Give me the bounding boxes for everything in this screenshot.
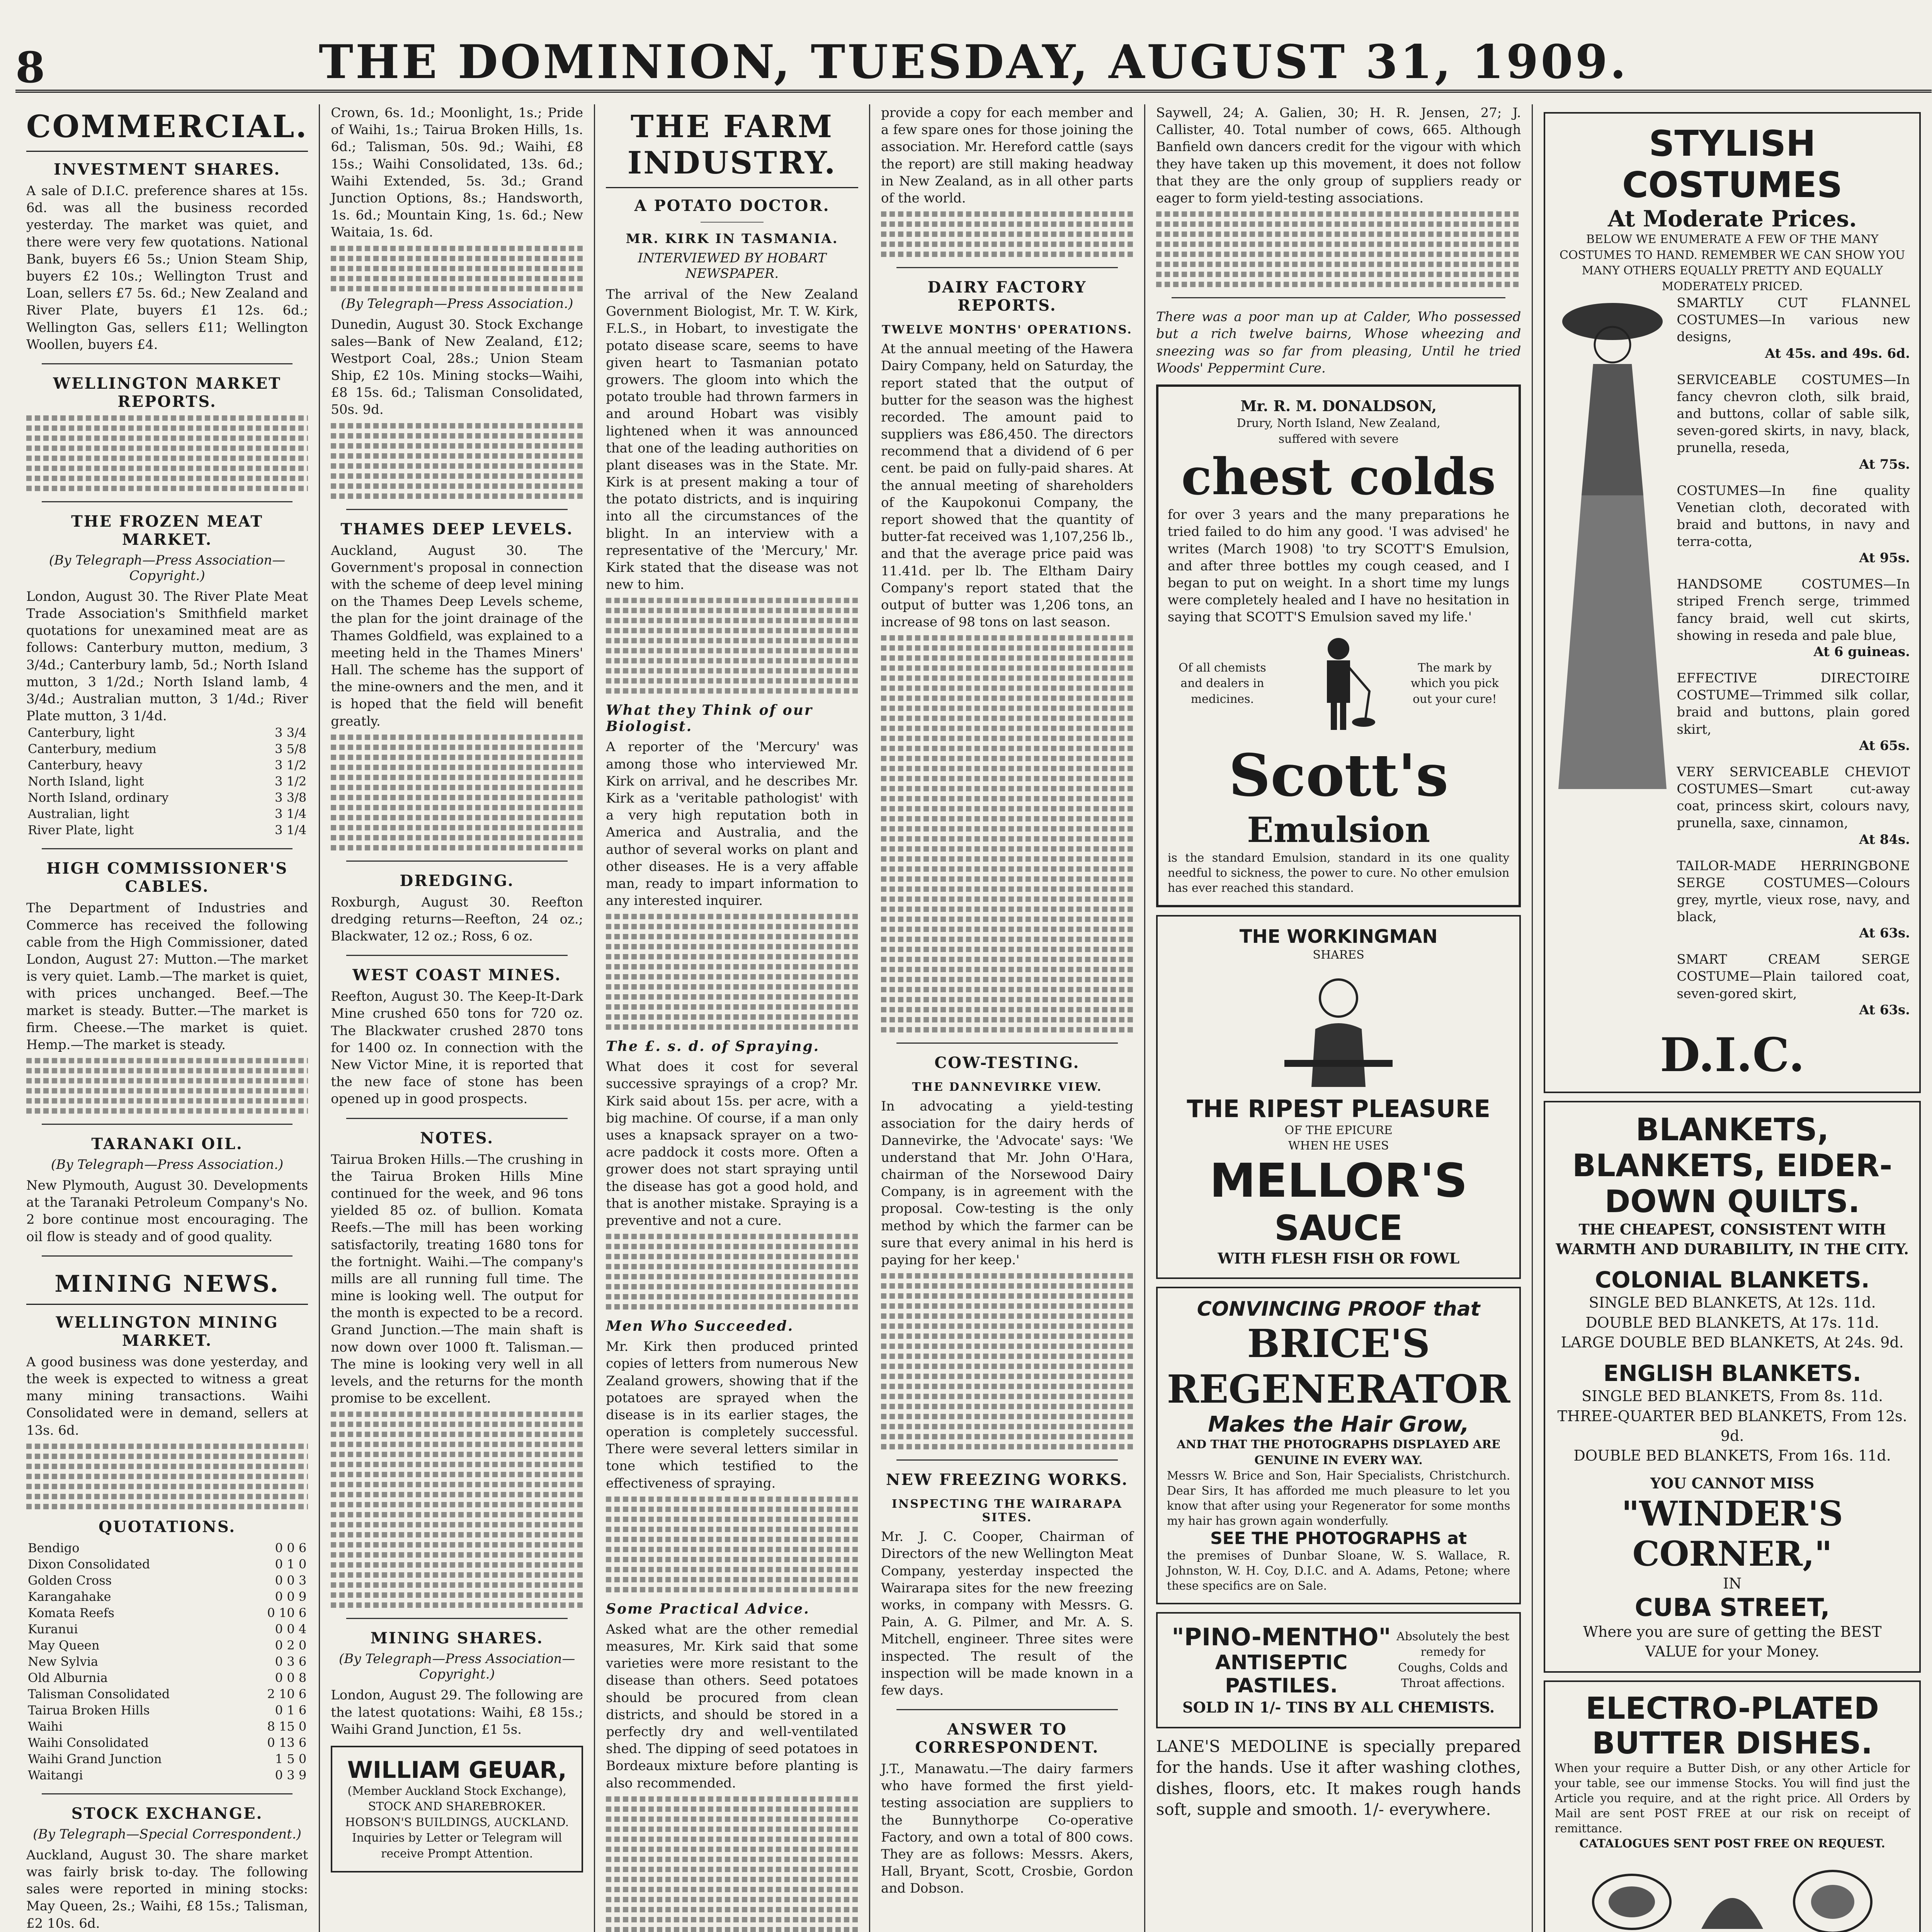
dic-costumes-advert <box>1544 112 1921 1093</box>
table-row <box>26 1718 308 1735</box>
table-row <box>26 1605 308 1621</box>
table-row <box>26 1702 308 1718</box>
table-row <box>26 1572 308 1588</box>
biologist-text: A reporter of the 'Mercury' was among those who interviewed Mr. Kirk on arrival, and he describes Mr. Kirk as a 'veritable pathologist' with a very high reputation both in America and Australia, and the author of several works on plant and other diseases. He is a very affable man, ready to impart information to any interested inquirer. <box>606 739 859 909</box>
wool-heading: WELLINGTON MARKET REPORTS. <box>53 374 281 411</box>
investment-text: A sale of D.I.C. preference shares at 15s. 6d. was all the business recorded yesterday. The market was quiet, and there were very few quotations. National Bank, buyers £6 5s.; Union Steam Ship, buyers £2 10s.; Wellington Trust and Loan, sellers £7 5s. 6d.; New Zealand and River Plate, buyers £1 12s. 6d.; Wellington Gas, sellers £11; Wellington Woollen, buyers £4. <box>26 183 308 352</box>
costume-description: HANDSOME COSTUMES—In striped French serge, trimmed fancy braid, well cut skirts, showing in reseda and pale blue, <box>1677 577 1910 643</box>
mutton-label: North Island, light <box>28 774 144 789</box>
mutton-table <box>26 724 308 838</box>
quote-value: 1 5 0 <box>275 1751 307 1766</box>
table-row <box>26 1588 308 1605</box>
quote-value: 0 3 6 <box>275 1654 307 1669</box>
quote-value: 0 10 6 <box>267 1605 307 1620</box>
mutton-value: 3 1/2 <box>275 758 307 773</box>
quote-value: 0 0 6 <box>275 1540 307 1555</box>
table-row <box>26 1540 308 1556</box>
column-farm-industry <box>595 104 870 1932</box>
english-blankets-list <box>1554 1386 1910 1466</box>
catalogues-note: CATALOGUES SENT POST FREE ON REQUEST. <box>1579 1837 1885 1850</box>
masthead <box>15 35 1932 93</box>
costume-price: At 75s. <box>1859 456 1910 472</box>
costume-description: SMARTLY CUT FLANNEL COSTUMES—In various new designs, <box>1677 295 1910 345</box>
costume-description: SERVICEABLE COSTUMES—In fancy chevron cloth, silk braid, and buttons, collar of sable silk, seven-gored skirts, in navy, black, prunella, reseda, <box>1677 372 1910 456</box>
answer-text: J.T., Manawatu.—The dairy farmers who have formed the first yield-testing association are suppliers to the Bunnythorpe Co-operative Factory, and own a total of 800 cows. They are as follows: Messrs. Akers, Hall, Bryant, Scott, Crosbie, Gordon and Dobson. <box>881 1761 1133 1896</box>
table-row <box>26 806 308 822</box>
quotations-table <box>26 1540 308 1783</box>
list-item <box>1677 857 1910 941</box>
costume-description: TAILOR-MADE HERRINGBONE SERGE COSTUMES—Colours grey, myrtle, vieux rose, navy, and black, <box>1677 858 1910 925</box>
mellors-when: WHEN HE USES <box>1288 1139 1389 1153</box>
winders-in: IN <box>1723 1575 1742 1592</box>
dunedin-text: Dunedin, August 30. Stock Exchange sales—Bank of New Zealand, £12; Westport Coal, 28s.; Union Steam Ship, £2 10s. Mining stocks—Waihi, £8 15s. 6d.; Talisman Consolidated, 50s. 9d. <box>331 316 583 418</box>
table-row <box>26 1735 308 1751</box>
freezing-text: Mr. J. C. Cooper, Chairman of Directors of the new Wellington Meat Company, yesterday inspected the Wairarapa sites for the new freezing works, in company with Messrs. G. Pain, A. G. Pilmer, and Mr. A. S. Mitchell, engineer. Three sites were inspected. The result of the inspection will be made known in a few days. <box>881 1529 1133 1698</box>
notes-heading: NOTES. <box>420 1129 494 1147</box>
dunedin-byline: (By Telegraph—Press Association.) <box>340 296 573 311</box>
quote-name: Old Alburnia <box>28 1670 108 1685</box>
butter-dishes-text: When your require a Butter Dish, or any other Article for your table, see our immense Stocks. You will find just the Article you require, and at the right price. All Orders by Mail are sent POST FREE at our risk on receipt of remittance. <box>1554 1761 1910 1835</box>
freezing-heading: NEW FREEZING WORKS. <box>886 1471 1129 1489</box>
list-item: LARGE DOUBLE BED BLANKETS, At 24s. 9d. <box>1561 1334 1904 1351</box>
table-row <box>26 1686 308 1702</box>
mutton-value: 3 3/4 <box>275 725 307 740</box>
section-heading-farm: THE FARM INDUSTRY. <box>606 104 858 188</box>
brices-photographs: AND THAT THE PHOTOGRAPHS DISPLAYED ARE GENUINE IN EVERY WAY. <box>1177 1438 1500 1467</box>
mutton-value: 3 1/4 <box>275 823 307 838</box>
mellors-epicure: OF THE EPICURE <box>1284 1123 1393 1137</box>
mellors-workingman: THE WORKINGMAN <box>1239 926 1438 948</box>
mutton-label: Canterbury, light <box>28 725 135 740</box>
taranaki-text: New Plymouth, August 30. Developments at the Taranaki Petroleum Company's No. 2 bore continue most encouraging. The oil flow is steady and of good quality. <box>26 1178 308 1245</box>
freezing-subheading: INSPECTING THE WAIRARAPA SITES. <box>891 1497 1123 1525</box>
table-row <box>26 1621 308 1637</box>
cow-testing-text: In advocating a yield-testing association for the dairy herds of Dannevirke, the 'Advocate' says: 'We understand that Mr. John O'Hara, chairman of the Norsewood Dairy Company, is in agreement with the proposal. Cow-testing is the only method by which the farmer can be sure that every animal in his herd is paying for her keep.' <box>881 1099 1133 1268</box>
costume-price: At 63s. <box>1859 1002 1910 1018</box>
mutton-label: North Island, ordinary <box>28 790 169 805</box>
costume-price: At 63s. <box>1859 925 1910 941</box>
frozen-meat-byline: (By Telegraph—Press Association—Copyright.) <box>49 552 286 583</box>
cow-testing-subheading: THE DANNEVIRKE VIEW. <box>912 1080 1102 1094</box>
scotts-mark-note: The mark by which you pick out your cure! <box>1410 661 1499 706</box>
butter-dishes-title: ELECTRO-PLATED BUTTER DISHES. <box>1585 1691 1879 1761</box>
scotts-chemists-note: Of all chemists and dealers in medicines. <box>1179 661 1266 706</box>
scotts-chest-colds: chest colds <box>1181 447 1496 507</box>
stock-exchange-byline: (By Telegraph—Special Correspondent.) <box>33 1826 301 1842</box>
mining-market-heading: WELLINGTON MINING MARKET. <box>56 1313 279 1350</box>
list-item: SINGLE BED BLANKETS, At 12s. 11d. <box>1588 1294 1876 1311</box>
thames-text: Auckland, August 30. The Government's proposal in connection with the scheme of deep level mining on the Thames Deep Levels scheme, the plan for the joint drainage of the Thames Goldfield, was explained to a meeting held in the Thames Miners' Hall. The scheme has the support of the mine-owners and the men, and it is hoped that the field will benefit greatly. <box>331 543 583 729</box>
costume-price: At 6 guineas. <box>1813 644 1910 660</box>
spraying-text: What does it cost for several successive sprayings of a crop? Mr. Kirk said about 15s. per acre, with a big machine. Of course, if a man only uses a knapsack sprayer on a two-acre paddock it costs more. Often a grower does not start spraying until the disease has got a good hold, and that is another mistake. Spraying is a preventive and not a cure. <box>606 1059 859 1228</box>
brices-text: Messrs W. Brice and Son, Hair Specialists, Christchurch. Dear Sirs, It has afforded me much pleasure to let you know that after using your Regenerator for some months my hair has grown again wonderfully. <box>1167 1469 1510 1528</box>
medoline-advert: LANE'S MEDOLINE is specially prepared for the hands. Use it after washing clothes, dishes, floors, etc. It makes rough hands soft, supple and smooth. 1/- everywhere. <box>1156 1736 1521 1819</box>
dredging-text: Roxburgh, August 30. Reefton dredging returns—Reefton, 24 oz.; Blackwater, 12 oz.; Ross, 6 oz. <box>331 894 583 944</box>
stewart-dawson-advert <box>1544 1680 1921 1932</box>
peppermint-poem: There was a poor man up at Calder, Who possessed but a rich twelve bairns, Whose wheezing and sneezing was so far from pleasing, Until he tried Woods' Peppermint Cure. <box>1156 309 1521 376</box>
costume-description: VERY SERVICEABLE CHEVIOT COSTUMES—Smart cut-away coat, princess skirt, colours navy, prunella, saxe, cinnamon, <box>1677 764 1910 831</box>
column-dairy <box>870 104 1145 1932</box>
table-row <box>26 1670 308 1686</box>
mining-news-heading: MINING NEWS. <box>26 1267 308 1305</box>
quote-value: 2 10 6 <box>267 1686 307 1701</box>
fisherman-icon <box>1300 633 1377 734</box>
mutton-value: 3 5/8 <box>275 742 307 757</box>
english-blankets-heading: ENGLISH BLANKETS. <box>1603 1360 1861 1387</box>
hereford-continued-text: provide a copy for each member and a few spare ones for those joining the association. Mr. Hereford cattle (says the report) are still making headway in New Zealand, as in all other parts of the world. <box>881 105 1133 206</box>
dredging-heading: DREDGING. <box>400 871 514 890</box>
thames-heading: THAMES DEEP LEVELS. <box>340 520 573 538</box>
dairy-heading: DAIRY FACTORY REPORTS. <box>927 278 1087 315</box>
costume-description: EFFECTIVE DIRECTOIRE COSTUME—Trimmed silk collar, braid and buttons, plain gored skirt, <box>1677 670 1910 737</box>
table-row <box>26 724 308 741</box>
scotts-testimonial-name: Mr. R. M. DONALDSON, <box>1240 397 1437 415</box>
stock-exchange-text: Auckland, August 30. The share market was fairly brisk to-day. The following sales were reported in mining stocks: May Queen, 2s.; Waihi, £8 15s.; Talisman, £2 10s. 6d. <box>26 1847 308 1931</box>
mining-shares-byline: (By Telegraph—Press Association—Copyright.) <box>338 1651 575 1682</box>
advice-heading: Some Practical Advice. <box>606 1600 810 1617</box>
pino-mentho-advert <box>1156 1612 1521 1728</box>
scotts-suffered: suffered with severe <box>1278 432 1399 446</box>
pino-mentho-remedy: Absolutely the best remedy for Coughs, Colds and Throat affections. <box>1396 1629 1510 1690</box>
pino-mentho-sold: SOLD IN 1/- TINS BY ALL CHEMISTS. <box>1182 1699 1495 1716</box>
scotts-testimonial-text: for over 3 years and the many preparations he tried failed to do him any good. 'I was advised' he writes (March 1908) 'to try SCOTT'S Emulsion, and after three bottles my cough ceased, and I began to put on weight. In a short time my lungs were completely healed and I have no hesitation in saying that SCOTT'S Emulsion saved my life.' <box>1167 507 1510 625</box>
taranaki-heading: TARANAKI OIL. <box>91 1135 243 1153</box>
west-coast-heading: WEST COAST MINES. <box>352 966 562 985</box>
pino-mentho-sub: ANTISEPTIC PASTILES. <box>1215 1651 1348 1698</box>
page-number: 8 <box>15 43 45 92</box>
brices-see-photos: SEE THE PHOTOGRAPHS at <box>1210 1529 1467 1549</box>
brices-regenerator-advert <box>1156 1287 1521 1604</box>
dic-intro: BELOW WE ENUMERATE A FEW OF THE MANY COSTUMES TO HAND. REMEMBER WE CAN SHOW YOU MANY OTHERS EQUALLY PRETTY AND EQUALLY MODERATELY PRICED. <box>1560 233 1905 293</box>
winders-blankets-advert <box>1544 1101 1921 1673</box>
mellors-with: WITH FLESH FISH OR FOWL <box>1218 1249 1460 1267</box>
scotts-testimonial-address: Drury, North Island, New Zealand, <box>1236 417 1440 430</box>
section-heading-commercial: COMMERCIAL. <box>26 104 308 152</box>
high-commissioner-heading: HIGH COMMISSIONER'S CABLES. <box>46 859 288 896</box>
list-item <box>1677 482 1910 566</box>
list-item: DOUBLE BED BLANKETS, At 17s. 11d. <box>1585 1314 1879 1331</box>
column-advertisements-right <box>1533 104 1932 1932</box>
notes-text: Tairua Broken Hills.—The crushing in the Tairua Broken Hills Mine continued for the week, and 96 tons yielded 85 oz. of bullion. Komata Reefs.—The mill has been working satisfactorily, treating 1680 tons for the fortnight. Waihi.—The company's mills are all running full time. The mine is looking well. The output for the month is expected to be a record. Grand Junction.—The main shaft is now down over 1000 ft. Talisman.—The mine is looking very well in all levels, and the returns for the month promise to be excellent. <box>331 1151 583 1406</box>
table-row <box>26 773 308 789</box>
list-item <box>1677 576 1910 660</box>
list-item <box>1677 951 1910 1018</box>
quote-name: Waitangi <box>28 1767 83 1782</box>
quote-value: 8 15 0 <box>267 1719 307 1734</box>
newspaper-title: THE DOMINION, TUESDAY, AUGUST 31, 1909. <box>318 35 1629 89</box>
advice-text: Asked what are the other remedial measures, Mr. Kirk said that some varieties were more resistant to the disease than others. Seed potatoes should be procured from clean districts, and should be stored in a perfectly dry and well-ventilated shed. The dipping of seed potatoes in Bordeaux mixture before planting is also recommended. <box>606 1621 859 1791</box>
list-item <box>1677 764 1910 847</box>
column-mining <box>320 104 595 1932</box>
potato-byline: INTERVIEWED BY HOBART NEWSPAPER. <box>638 250 827 281</box>
list-item <box>1677 371 1910 472</box>
potato-subheading: MR. KIRK IN TASMANIA. <box>626 231 838 247</box>
column-commercial <box>15 104 320 1932</box>
mellors-ripest-pleasure: THE RIPEST PLEASURE <box>1187 1094 1490 1123</box>
costume-price: At 65s. <box>1859 738 1910 753</box>
mutton-value: 3 1/2 <box>275 774 307 789</box>
quote-name: May Queen <box>28 1638 100 1653</box>
quote-name: Kuranui <box>28 1621 78 1636</box>
investment-heading: INVESTMENT SHARES. <box>53 160 281 179</box>
men-succeeded-heading: Men Who Succeeded. <box>606 1318 794 1335</box>
list-item <box>1677 670 1910 753</box>
quote-name: Tairua Broken Hills <box>28 1702 150 1718</box>
mutton-label: River Plate, light <box>28 823 134 838</box>
mellors-brand: MELLOR'S <box>1209 1154 1468 1208</box>
lady-costume-illustration <box>1554 294 1670 797</box>
mutton-label: Canterbury, medium <box>28 742 156 757</box>
column-advertisements-middle <box>1145 104 1533 1932</box>
mining-shares-heading: MINING SHARES. <box>370 1629 544 1648</box>
frozen-meat-heading: THE FROZEN MEAT MARKET. <box>71 512 264 549</box>
mellors-sauce-advert <box>1156 915 1521 1279</box>
mining-continued-text: Crown, 6s. 1d.; Moonlight, 1s.; Pride of Waihi, 1s.; Tairua Broken Hills, 1s. 6d.; Talisman, 50s. 9d.; Waihi, £8 15s.; Waihi Consolidated, 13s. 6d.; Waihi Extended, 5s. 3d.; Grand Junction Options, 8s.; Handsworth, 1s. 6d.; Mountain King, 1s. 6d.; New Waitaia, 1s. 6d. <box>331 105 583 240</box>
table-row <box>26 1653 308 1670</box>
colonial-blankets-list <box>1554 1293 1910 1352</box>
mutton-value: 3 3/8 <box>275 790 307 805</box>
table-row <box>26 822 308 838</box>
west-coast-text: Reefton, August 30. The Keep-It-Dark Mine crushed 650 tons for 720 oz. The Blackwater crushed 2870 tons for 1400 oz. In connection with the New Victor Mine, it is reported that the new face of stone has been opened up in good prospects. <box>331 989 583 1107</box>
dairy-text: At the annual meeting of the Hawera Dairy Company, held on Saturday, the report stated that the output of butter for the season was the highest recorded. The amount paid to suppliers was £86,450. The directors recommend that a dividend of 6 per cent. be paid on fully-paid shares. At the annual meeting of shareholders of the Kaupokonui Company, the report showed that the quantity of butter-fat received was 1,107,256 lb., and that the average price paid was 11.41d. per lb. The Eltham Dairy Company's report stated that the output of butter was 1,206 tons, an increase of 98 tons on last season. <box>881 341 1133 630</box>
quote-name: Talisman Consolidated <box>28 1686 170 1701</box>
high-commissioner-text: The Department of Industries and Commerce has received the following cable from the High Commissioner, dated London, August 27: Mutton.—The market is very quiet. Lamb.—The market is quiet, with prices unchanged. Beef.—The market is steady. Butter.—The market is firm. Cheese.—The market is quiet. Hemp.—The market is steady. <box>26 900 308 1053</box>
dic-costume-list <box>1670 294 1910 1028</box>
quote-value: 0 0 3 <box>275 1573 307 1588</box>
list-item <box>1677 294 1910 361</box>
columns <box>15 104 1932 1932</box>
mutton-label: Australian, light <box>28 806 129 821</box>
dic-subtitle: At Moderate Prices. <box>1607 206 1857 232</box>
quote-value: 0 3 9 <box>275 1767 307 1782</box>
mellors-sauce: SAUCE <box>1274 1208 1403 1248</box>
table-row <box>26 741 308 757</box>
table-row <box>26 757 308 773</box>
quote-name: Waihi <box>28 1719 63 1734</box>
quote-value: 0 1 6 <box>275 1702 307 1718</box>
quote-name: Komata Reefs <box>28 1605 115 1620</box>
pino-mentho-brand: "PINO-MENTHO" <box>1172 1623 1391 1651</box>
quote-name: Bendigo <box>28 1540 80 1555</box>
spraying-heading: The £. s. d. of Spraying. <box>606 1038 820 1055</box>
quote-value: 0 13 6 <box>267 1735 307 1750</box>
list-item: SINGLE BED BLANKETS, From 8s. 11d. <box>1582 1388 1883 1405</box>
mining-market-text: A good business was done yesterday, and the week is expected to witness a great many mining transactions. Waihi Consolidated were in demand, sellers at 13s. 6d. <box>26 1354 308 1438</box>
quotations-heading: QUOTATIONS. <box>98 1517 236 1536</box>
costume-price: At 95s. <box>1859 550 1910 566</box>
quote-value: 0 2 0 <box>275 1638 307 1653</box>
winders-value: Where you are sure of getting the BEST VALUE for your Money. <box>1583 1623 1882 1660</box>
scotts-brand-emulsion: Emulsion <box>1247 810 1430 851</box>
mutton-label: Canterbury, heavy <box>28 758 143 773</box>
geuar-name: WILLIAM GEUAR, <box>347 1756 567 1784</box>
blankets-title: BLANKETS, BLANKETS, EIDER-DOWN QUILTS. <box>1572 1111 1893 1219</box>
biologist-heading: What they Think of our Biologist. <box>606 702 813 735</box>
dic-logo: D.I.C. <box>1660 1027 1805 1082</box>
stock-exchange-heading: STOCK EXCHANGE. <box>71 1804 263 1823</box>
cow-list-text: Saywell, 24; A. Galien, 30; H. R. Jensen, 27; J. Callister, 40. Total number of cows, 665. Although Banfield own dancers credit for the vigour with which they have taken up this movement, it does not follow that they are the only group of suppliers ready or eager to form yield-testing associations. <box>1156 105 1521 206</box>
brices-brand: BRICE'S REGENERATOR <box>1167 1321 1510 1412</box>
quote-name: Waihi Grand Junction <box>28 1751 162 1766</box>
colonial-blankets-heading: COLONIAL BLANKETS. <box>1595 1267 1870 1293</box>
blankets-subtitle: THE CHEAPEST, CONSISTENT WITH WARMTH AND DURABILITY, IN THE CITY. <box>1556 1220 1909 1258</box>
winders-cannot-miss: YOU CANNOT MISS <box>1650 1475 1815 1492</box>
quote-value: 0 1 0 <box>275 1556 307 1571</box>
dairy-subheading: TWELVE MONTHS' OPERATIONS. <box>882 323 1133 337</box>
potato-heading: A POTATO DOCTOR. <box>634 197 830 215</box>
cow-testing-heading: COW-TESTING. <box>934 1054 1080 1072</box>
table-row <box>26 1637 308 1653</box>
brices-makes-hair-grow: Makes the Hair Grow, <box>1208 1412 1469 1437</box>
dic-title: STYLISH COSTUMES <box>1622 123 1843 206</box>
man-eating-icon <box>1269 971 1408 1087</box>
costume-price: At 84s. <box>1859 832 1910 847</box>
scotts-standard-note: is the standard Emulsion, standard in its one quality needful to sickness, the power to cure. No other emulsion has ever reached this standard. <box>1167 851 1510 895</box>
taranaki-byline: (By Telegraph—Press Association.) <box>51 1157 284 1173</box>
quote-value: 0 0 9 <box>275 1589 307 1604</box>
list-item: THREE-QUARTER BED BLANKETS, From 12s. 9d. <box>1557 1407 1907 1444</box>
scotts-emulsion-advert <box>1156 384 1521 908</box>
quote-name: New Sylvia <box>28 1654 99 1669</box>
winders-corner: "WINDER'S CORNER," <box>1621 1493 1843 1574</box>
quote-name: Dixon Consolidated <box>28 1556 150 1571</box>
scotts-brand: Scott's <box>1228 742 1449 810</box>
winders-street: CUBA STREET, <box>1634 1594 1830 1622</box>
mellors-shares: SHARES <box>1313 948 1364 962</box>
table-row <box>26 1751 308 1767</box>
potato-text: The arrival of the New Zealand Government Biologist, Mr. T. W. Kirk, F.L.S., in Hobart, to investigate the potato disease scare, seems to have given heart to Tasmanian potato growers. The gloom into which the potato trouble had thrown farmers in and around Hobart was visibly lightened when it was announced that one of the leading authorities on plant diseases was in the State. Mr. Kirk is at present making a tour of the potato districts, and is inquiring into all the circumstances of the blight. In an interview with a representative of the 'Mercury,' Mr. Kirk stated that the disease was not new to him. <box>606 287 859 593</box>
list-item: DOUBLE BED BLANKETS, From 16s. 11d. <box>1573 1447 1891 1464</box>
brices-convincing: CONVINCING PROOF that <box>1197 1298 1480 1321</box>
costume-description: COSTUMES—In fine quality Venetian cloth, decorated with braid and buttons, in navy and terra-cotta, <box>1677 483 1910 550</box>
butter-dish-illustrations <box>1585 1859 1879 1932</box>
costume-description: SMART CREAM SERGE COSTUME—Plain tailored coat, seven-gored skirt, <box>1677 952 1910 1002</box>
geuar-advert <box>331 1746 583 1873</box>
men-succeeded-text: Mr. Kirk then produced printed copies of letters from numerous New Zealand growers, showing that if the potatoes are sprayed when the disease is in its earlier stages, the operation is completely successful. There were several letters similar in tone which testified to the effectiveness of spraying. <box>606 1339 859 1491</box>
brices-address: the premises of Dunbar Sloane, W. S. Wallace, R. Johnston, W. H. Coy, D.I.C. and A. Adams, Petone; where these specifics are on Sale. <box>1167 1549 1510 1593</box>
table-row <box>26 1556 308 1572</box>
table-row <box>26 1767 308 1783</box>
quote-name: Golden Cross <box>28 1573 112 1588</box>
quote-value: 0 0 4 <box>275 1621 307 1636</box>
table-row <box>26 789 308 806</box>
quote-name: Waihi Consolidated <box>28 1735 149 1750</box>
geuar-text: (Member Auckland Stock Exchange), STOCK AND SHAREBROKER. HOBSON'S BUILDINGS, AUCKLAND. Inquiries by Letter or Telegram will receive Prompt Attention. <box>345 1784 569 1861</box>
mining-shares-text: London, August 29. The following are the latest quotations: Waihi, £8 15s.; Waihi Grand Junction, £1 5s. <box>331 1687 583 1737</box>
quote-value: 0 0 8 <box>275 1670 307 1685</box>
frozen-meat-text: London, August 30. The River Plate Meat Trade Association's Smithfield market quotations for unexamined meat are as follows: Canterbury mutton, medium, 3 3/4d.; Canterbury lamb, 5d.; North Island mutton, 3 1/2d.; North Island lamb, 4 3/4d.; Australian mutton, 3 1/4d.; River Plate mutton, 3 1/4d. <box>26 588 308 724</box>
costume-price: At 45s. and 49s. 6d. <box>1765 345 1910 361</box>
quote-name: Karangahake <box>28 1589 111 1604</box>
mutton-value: 3 1/4 <box>275 806 307 821</box>
answer-heading: ANSWER TO CORRESPONDENT. <box>915 1720 1099 1757</box>
